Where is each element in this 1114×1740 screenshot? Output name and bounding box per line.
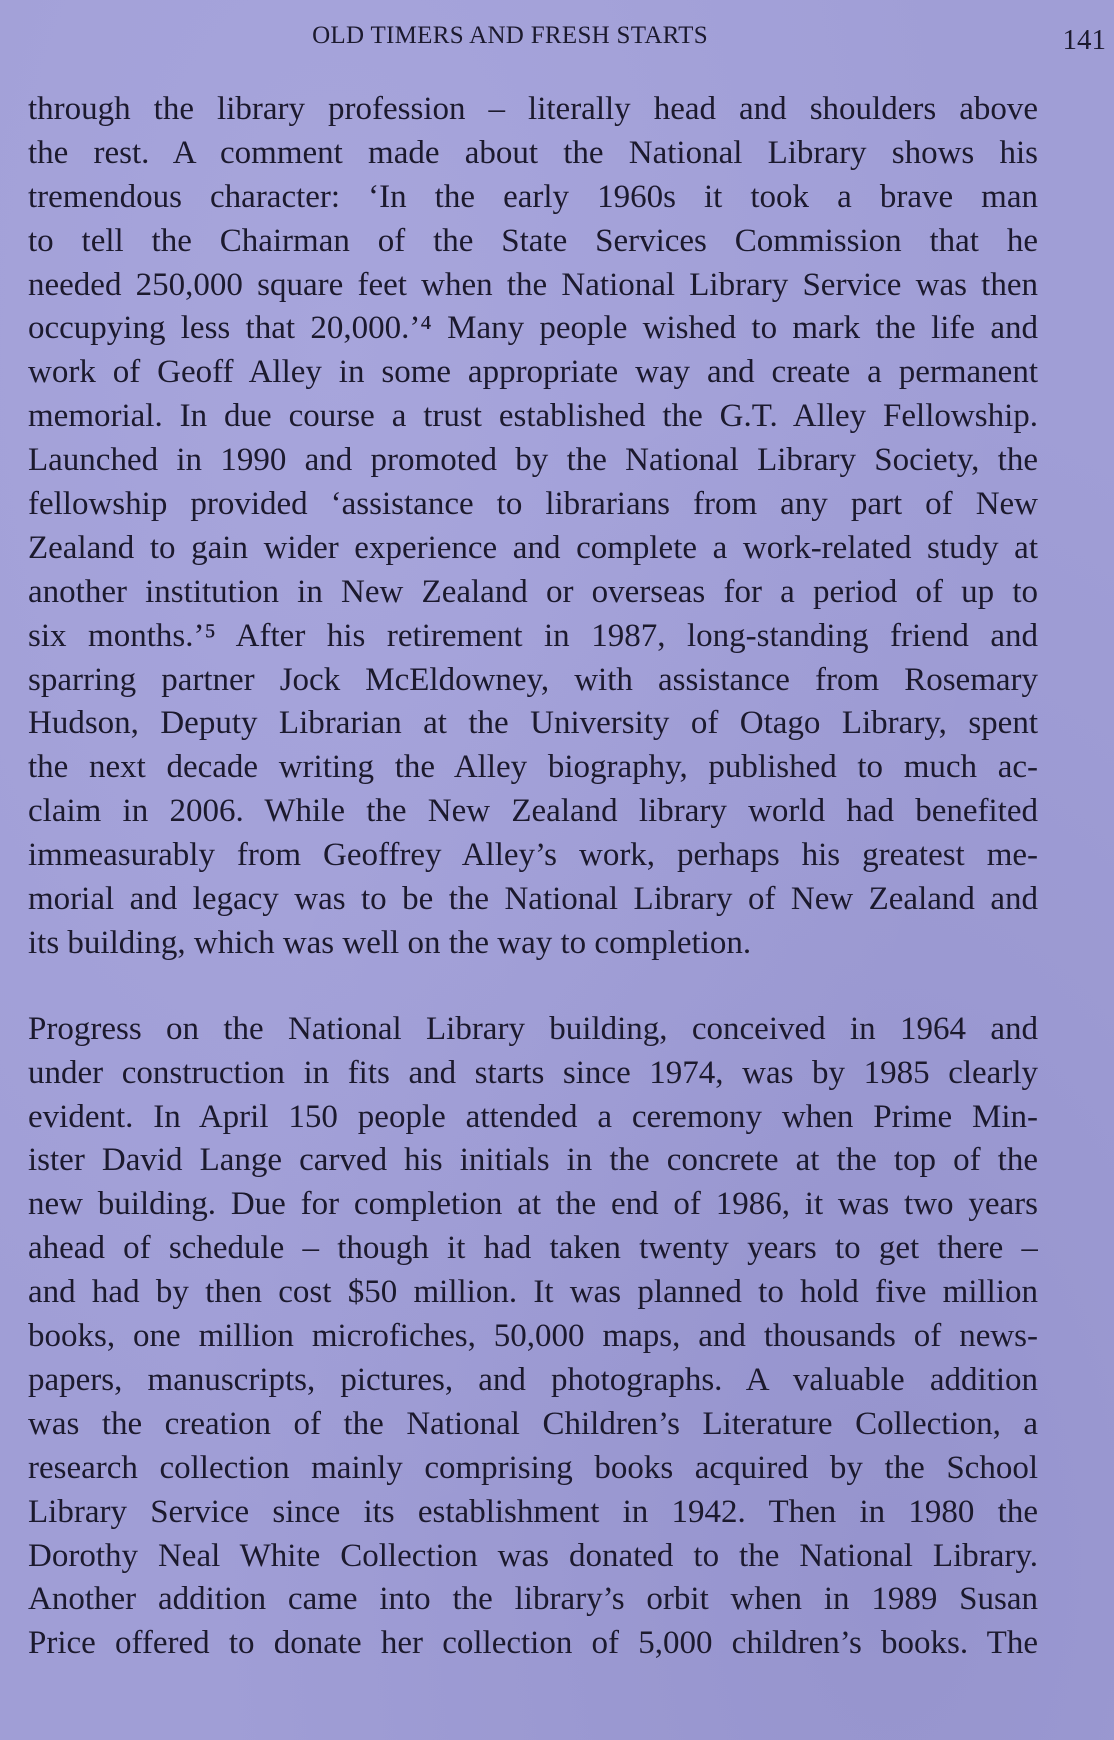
text-line: six months.’⁵ After his retirement in 1987, long-standing friend and — [28, 617, 1038, 654]
text-line: under construction in fits and starts since 1974, was by 1985 clearly — [28, 1054, 1038, 1091]
text-line: new building. Due for completion at the end of 1986, it was two years — [28, 1186, 1038, 1223]
text-line: ister David Lange carved his initials in the concrete at the top of the — [28, 1142, 1038, 1179]
text-line: research collection mainly comprising books acquired by the School — [28, 1449, 1038, 1486]
text-line: Library Service since its establishment in 1942. Then in 1980 the — [28, 1493, 1038, 1530]
text-line: Another addition came into the library’s orbit when in 1989 Susan — [28, 1581, 1038, 1618]
text-line: ahead of schedule – though it had taken twenty years to get there – — [28, 1230, 1038, 1267]
text-line: another institution in New Zealand or overseas for a period of up to — [28, 573, 1038, 610]
text-line: Progress on the National Library building, conceived in 1964 and — [28, 1010, 1038, 1047]
page-number: 141 — [1062, 24, 1106, 56]
text-line: tremendous character: ‘In the early 1960s it took a brave man — [28, 178, 1038, 215]
text-line: the next decade writing the Alley biography, published to much ac- — [28, 749, 1038, 786]
text-line: evident. In April 150 people attended a ceremony when Prime Min- — [28, 1098, 1038, 1135]
text-line: sparring partner Jock McEldowney, with assistance from Rosemary — [28, 661, 1038, 698]
text-line: immeasurably from Geoffrey Alley’s work, perhaps his greatest me- — [28, 837, 1038, 874]
text-line: work of Geoff Alley in some appropriate way and create a permanent — [28, 354, 1038, 391]
text-line: was the creation of the National Children’s Literature Collection, a — [28, 1405, 1038, 1442]
text-line: Launched in 1990 and promoted by the National Library Society, the — [28, 442, 1038, 479]
text-line: Zealand to gain wider experience and complete a work-related study at — [28, 529, 1038, 566]
text-line: and had by then cost $50 million. It was planned to hold five million — [28, 1274, 1038, 1311]
text-line: to tell the Chairman of the State Services Commission that he — [28, 222, 1038, 259]
text-line: Dorothy Neal White Collection was donated to the National Library. — [28, 1537, 1038, 1574]
text-line: memorial. In due course a trust established the G.T. Alley Fellowship. — [28, 398, 1038, 435]
running-head: OLD TIMERS AND FRESH STARTS — [312, 22, 708, 49]
text-line: through the library profession – literally head and shoulders above — [28, 91, 1038, 127]
text-line: morial and legacy was to be the National Library of New Zealand and — [28, 881, 1038, 918]
text-line: needed 250,000 square feet when the National Library Service was then — [28, 266, 1038, 303]
text-line: its building, which was well on the way to completion. — [28, 924, 752, 961]
text-line: claim in 2006. While the New Zealand library world had benefited — [28, 793, 1038, 830]
text-line: books, one million microfiches, 50,000 maps, and thousands of news- — [28, 1318, 1038, 1355]
text-line: Price offered to donate her collection of 5,000 children’s books. The — [28, 1625, 1038, 1662]
body-text — [28, 88, 1038, 1666]
paragraph-1 — [28, 88, 1038, 966]
text-line: occupying less that 20,000.’⁴ Many people wished to mark the life and — [28, 310, 1038, 347]
paragraph-2 — [28, 1008, 1038, 1666]
text-line: papers, manuscripts, pictures, and photographs. A valuable addition — [28, 1361, 1038, 1398]
text-line: fellowship provided ‘assistance to librarians from any part of New — [28, 486, 1038, 523]
paragraph-spacer — [28, 966, 1038, 1008]
text-line: the rest. A comment made about the National Library shows his — [28, 134, 1038, 171]
text-line: Hudson, Deputy Librarian at the University of Otago Library, spent — [28, 705, 1038, 742]
